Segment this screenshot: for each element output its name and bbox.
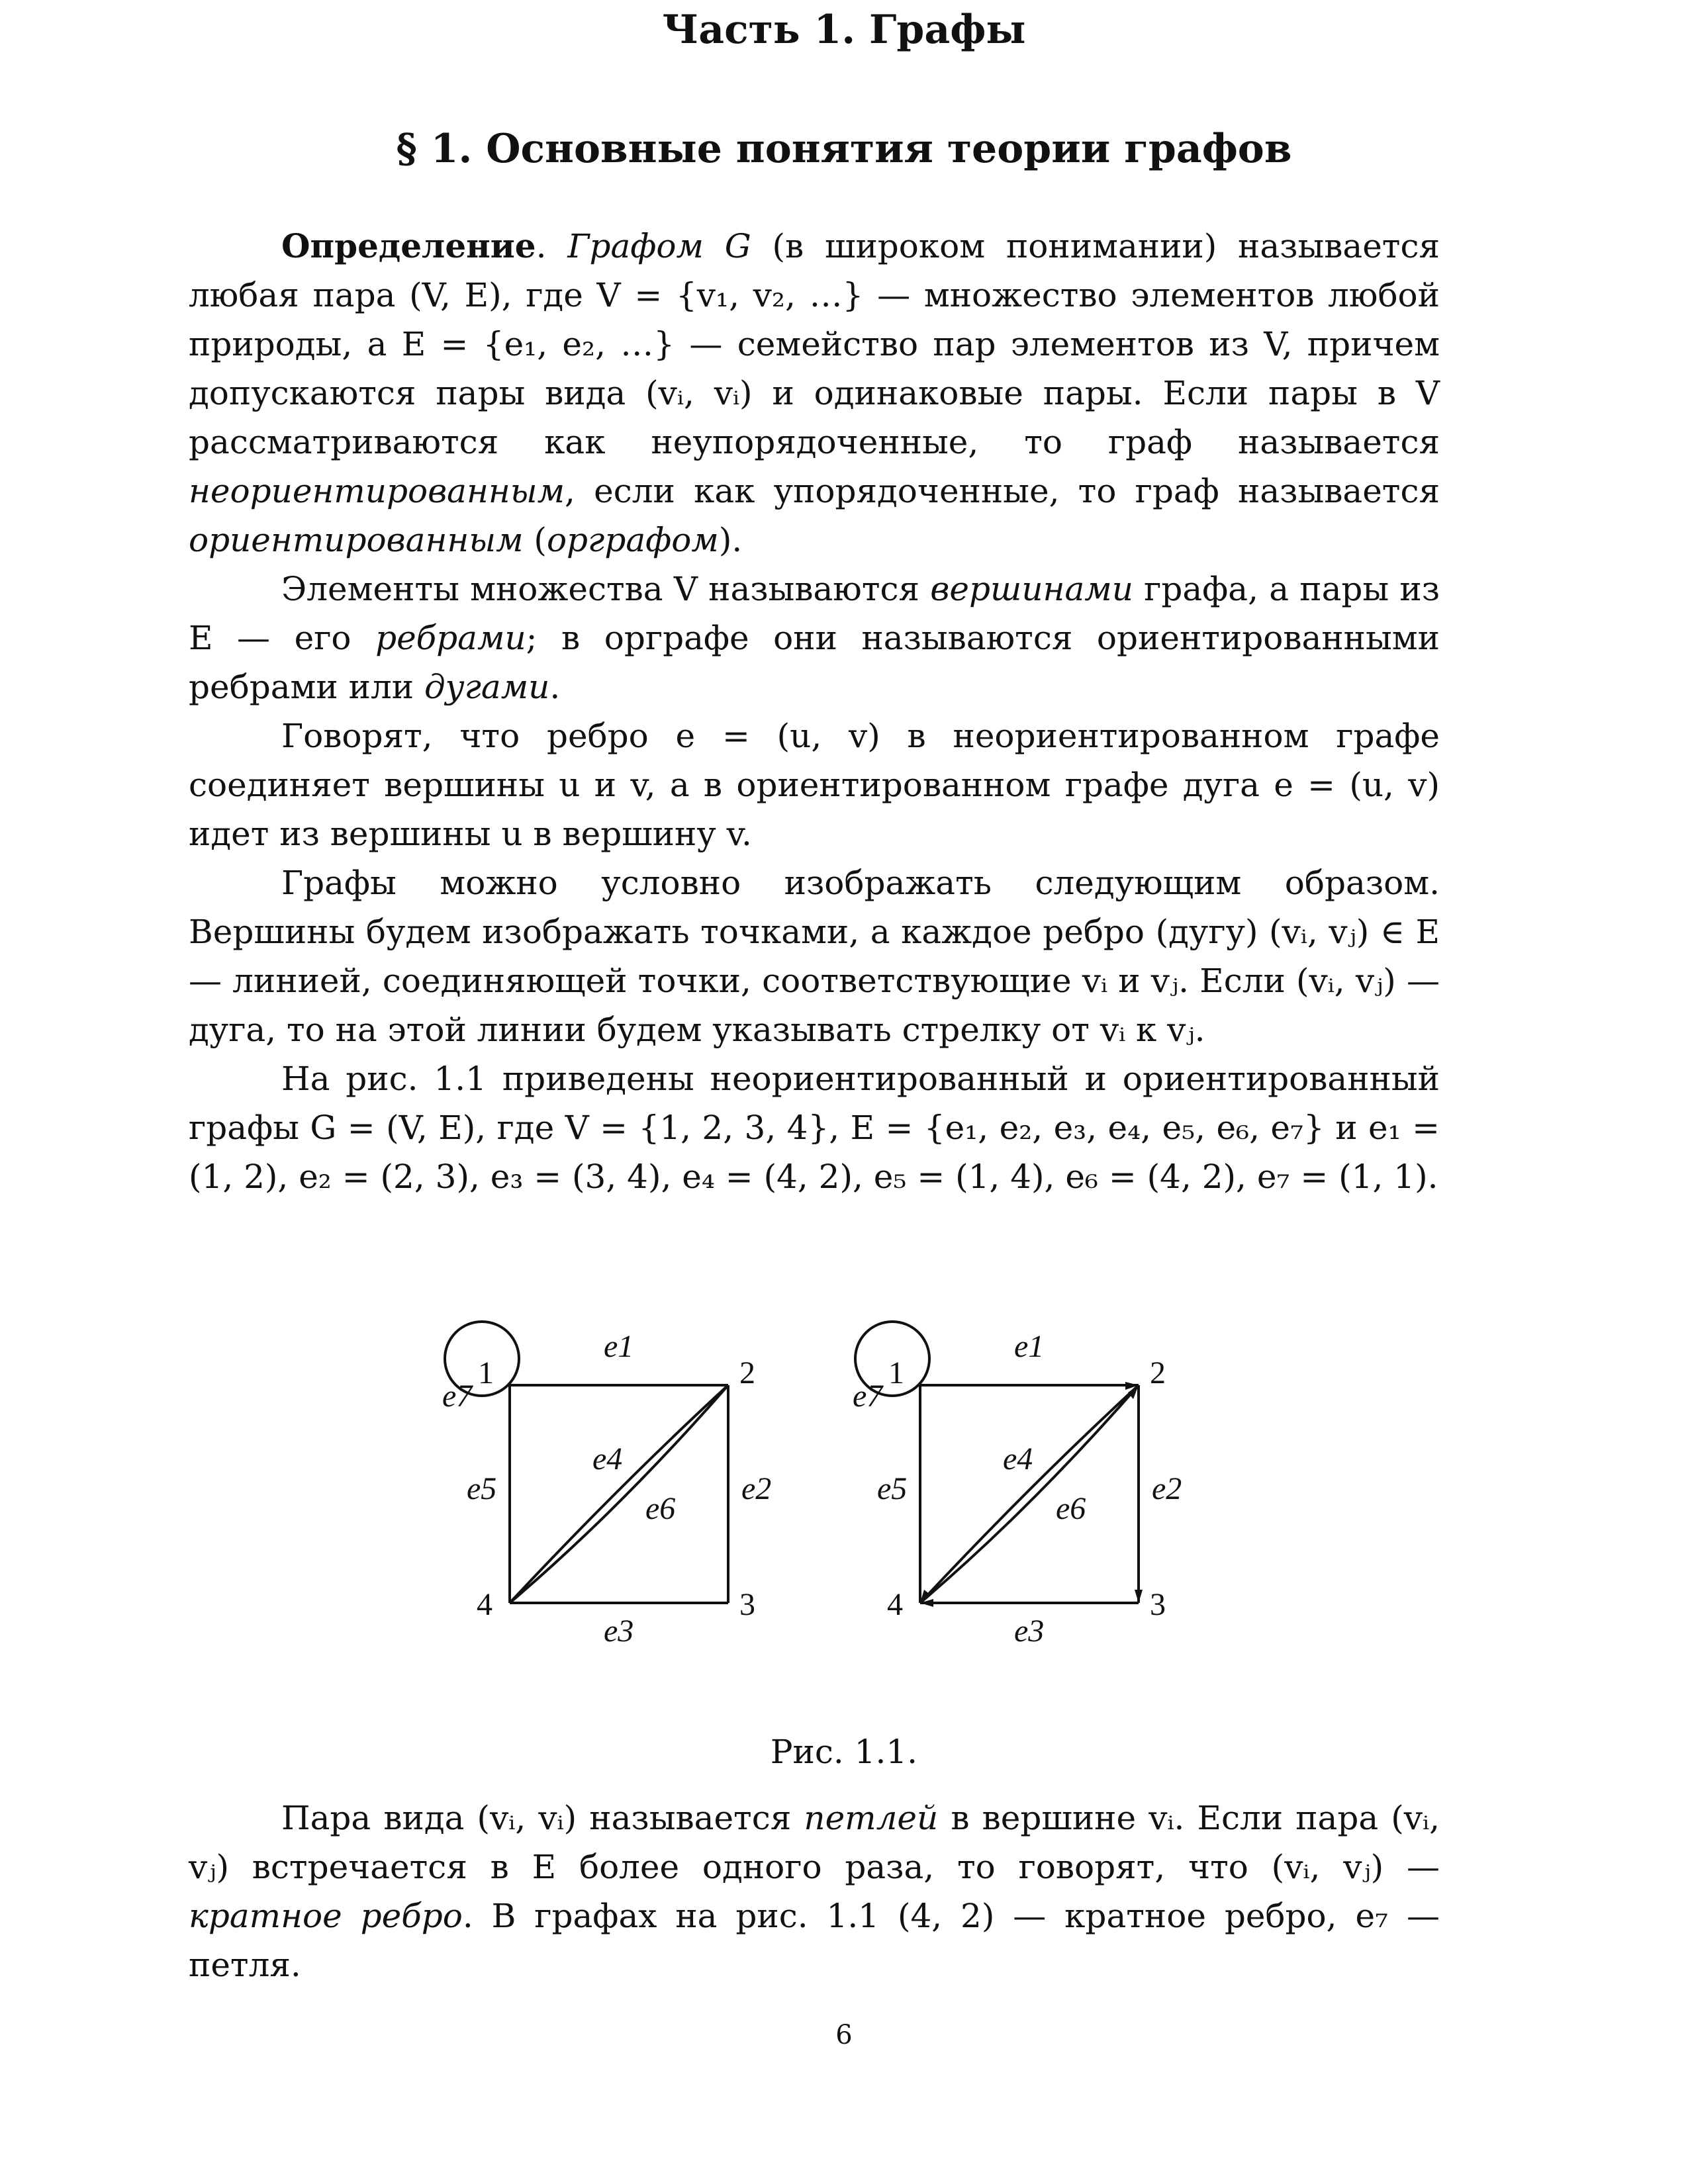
figure-caption: Рис. 1.1.: [770, 1733, 918, 1771]
text-run: орграфом: [546, 521, 719, 559]
text-run: , если как упорядоченные, то граф называется: [565, 472, 1440, 510]
text-run: (в широком понимании) называется любая пара (V, E), где V = {v₁, v₂, …} — множество элементов любой природы, а E = {e₁, e₂, …} — семейство пар элементов из V, причем допускаются пары вида (vᵢ, vᵢ) и одинаковые пары. Если пары в V рассматриваются как неупорядоченные, то граф называется: [189, 227, 1440, 461]
arc-e4: [920, 1385, 1139, 1603]
edge-label: e3: [1014, 1614, 1045, 1649]
text-run: графа, а пары из E — его: [189, 570, 1440, 657]
vertex-label: 3: [1150, 1587, 1166, 1622]
paragraph-definition: [189, 222, 1440, 565]
vertex-label: 1: [478, 1355, 494, 1390]
text-run: ориентированным: [189, 521, 524, 559]
text-run: неориентированным: [189, 472, 565, 510]
vertex-label: 2: [1150, 1355, 1166, 1390]
text-run: ; в орграфе они называются ориентированными ребрами или: [189, 619, 1440, 706]
body-text-after-figure: [189, 1794, 1440, 1989]
text-run: .: [536, 227, 568, 265]
edge-label: e5: [877, 1471, 908, 1506]
vertex-label: 4: [477, 1587, 492, 1622]
vertex-label: 4: [887, 1587, 903, 1622]
paragraph-edge-connects: [189, 711, 1440, 858]
paragraph-vertices: [189, 565, 1440, 711]
directed-labels: [853, 1329, 1182, 1649]
edge-label: e1: [1014, 1329, 1045, 1364]
text-run: Пара вида (vᵢ, vᵢ) называется: [281, 1799, 804, 1837]
page-number: 6: [835, 2020, 853, 2050]
text-run: На рис. 1.1 приведены неориентированный и ориентированный графы G = (V, E), где V = {1, 2, 3, 4}, E = {e₁, e₂, e₃, e₄, e₅, e₆, e₇} и e₁ = (1, 2), e₂ = (2, 3), e₃ = (3, 4), e₄ = (4, 2), e₅ = (1, 4), e₆ = (4, 2), e₇ = (1, 1).: [189, 1060, 1440, 1196]
vertex-label: 3: [739, 1587, 755, 1622]
figure-svg: [0, 1317, 1688, 1688]
edge-label: e4: [1003, 1441, 1033, 1477]
text-run: вершинами: [930, 570, 1133, 608]
text-run: ребрами: [375, 619, 526, 657]
text-run: петлей: [804, 1799, 939, 1837]
text-run: Определение: [281, 226, 536, 265]
undirected-labels: [442, 1329, 771, 1649]
part-title: Часть 1. Графы: [662, 7, 1026, 53]
figure-graphs: [0, 1317, 1688, 1688]
edge-label: e2: [741, 1471, 772, 1506]
edge-label: e6: [1056, 1491, 1086, 1526]
section-title: § 1. Основные понятия теории графов: [396, 126, 1292, 172]
paragraph-example: [189, 1054, 1440, 1201]
text-run: кратное ребро: [189, 1897, 463, 1935]
text-run: Элементы множества V называются: [281, 570, 931, 608]
text-run: ).: [718, 521, 743, 559]
edge-label: e2: [1152, 1471, 1182, 1506]
edge-label: e3: [604, 1614, 634, 1649]
text-run: Говорят, что ребро e = (u, v) в неориентированном графе соединяет вершины u и v, а в ориентированном графе дуга e = (u, v) идет из вершины u в вершину v.: [189, 717, 1440, 853]
edge-label: e4: [592, 1441, 623, 1477]
paragraph-loop-multiedge: [189, 1794, 1440, 1989]
text-run: .: [549, 668, 561, 706]
arc-e6: [920, 1385, 1139, 1603]
text-run: Графом G: [567, 227, 751, 265]
edge-e6: [510, 1385, 728, 1603]
vertex-label: 1: [888, 1355, 904, 1390]
edge-label: e1: [604, 1329, 634, 1364]
arrowhead-e2: [1135, 1590, 1143, 1603]
text-run: Графы можно условно изображать следующим образом. Вершины будем изображать точками, а каждое ребро (дугу) (vᵢ, vⱼ) ∈ E — линией, соединяющей точки, соответствующие vᵢ и vⱼ. Если (vᵢ, vⱼ) — дуга, то на этой линии будем указывать стрелку от vᵢ к vⱼ.: [189, 864, 1440, 1049]
vertex-label: 2: [739, 1355, 755, 1390]
text-run: дугами: [424, 668, 550, 706]
text-run: . В графах на рис. 1.1 (4, 2) — кратное ребро, e₇ — петля.: [189, 1897, 1440, 1984]
edge-label: e7: [853, 1379, 883, 1414]
paragraph-drawing: [189, 858, 1440, 1054]
text-run: в вершине vᵢ. Если пара (vᵢ, vⱼ) встречается в E более одного раза, то говорят, что (vᵢ, vⱼ) —: [189, 1799, 1440, 1886]
edge-e4: [510, 1385, 728, 1603]
edge-label: e7: [442, 1379, 473, 1414]
body-text-before-figure: [189, 222, 1440, 1201]
text-run: (: [523, 521, 547, 559]
edge-label: e5: [467, 1471, 497, 1506]
edge-label: e6: [645, 1491, 676, 1526]
